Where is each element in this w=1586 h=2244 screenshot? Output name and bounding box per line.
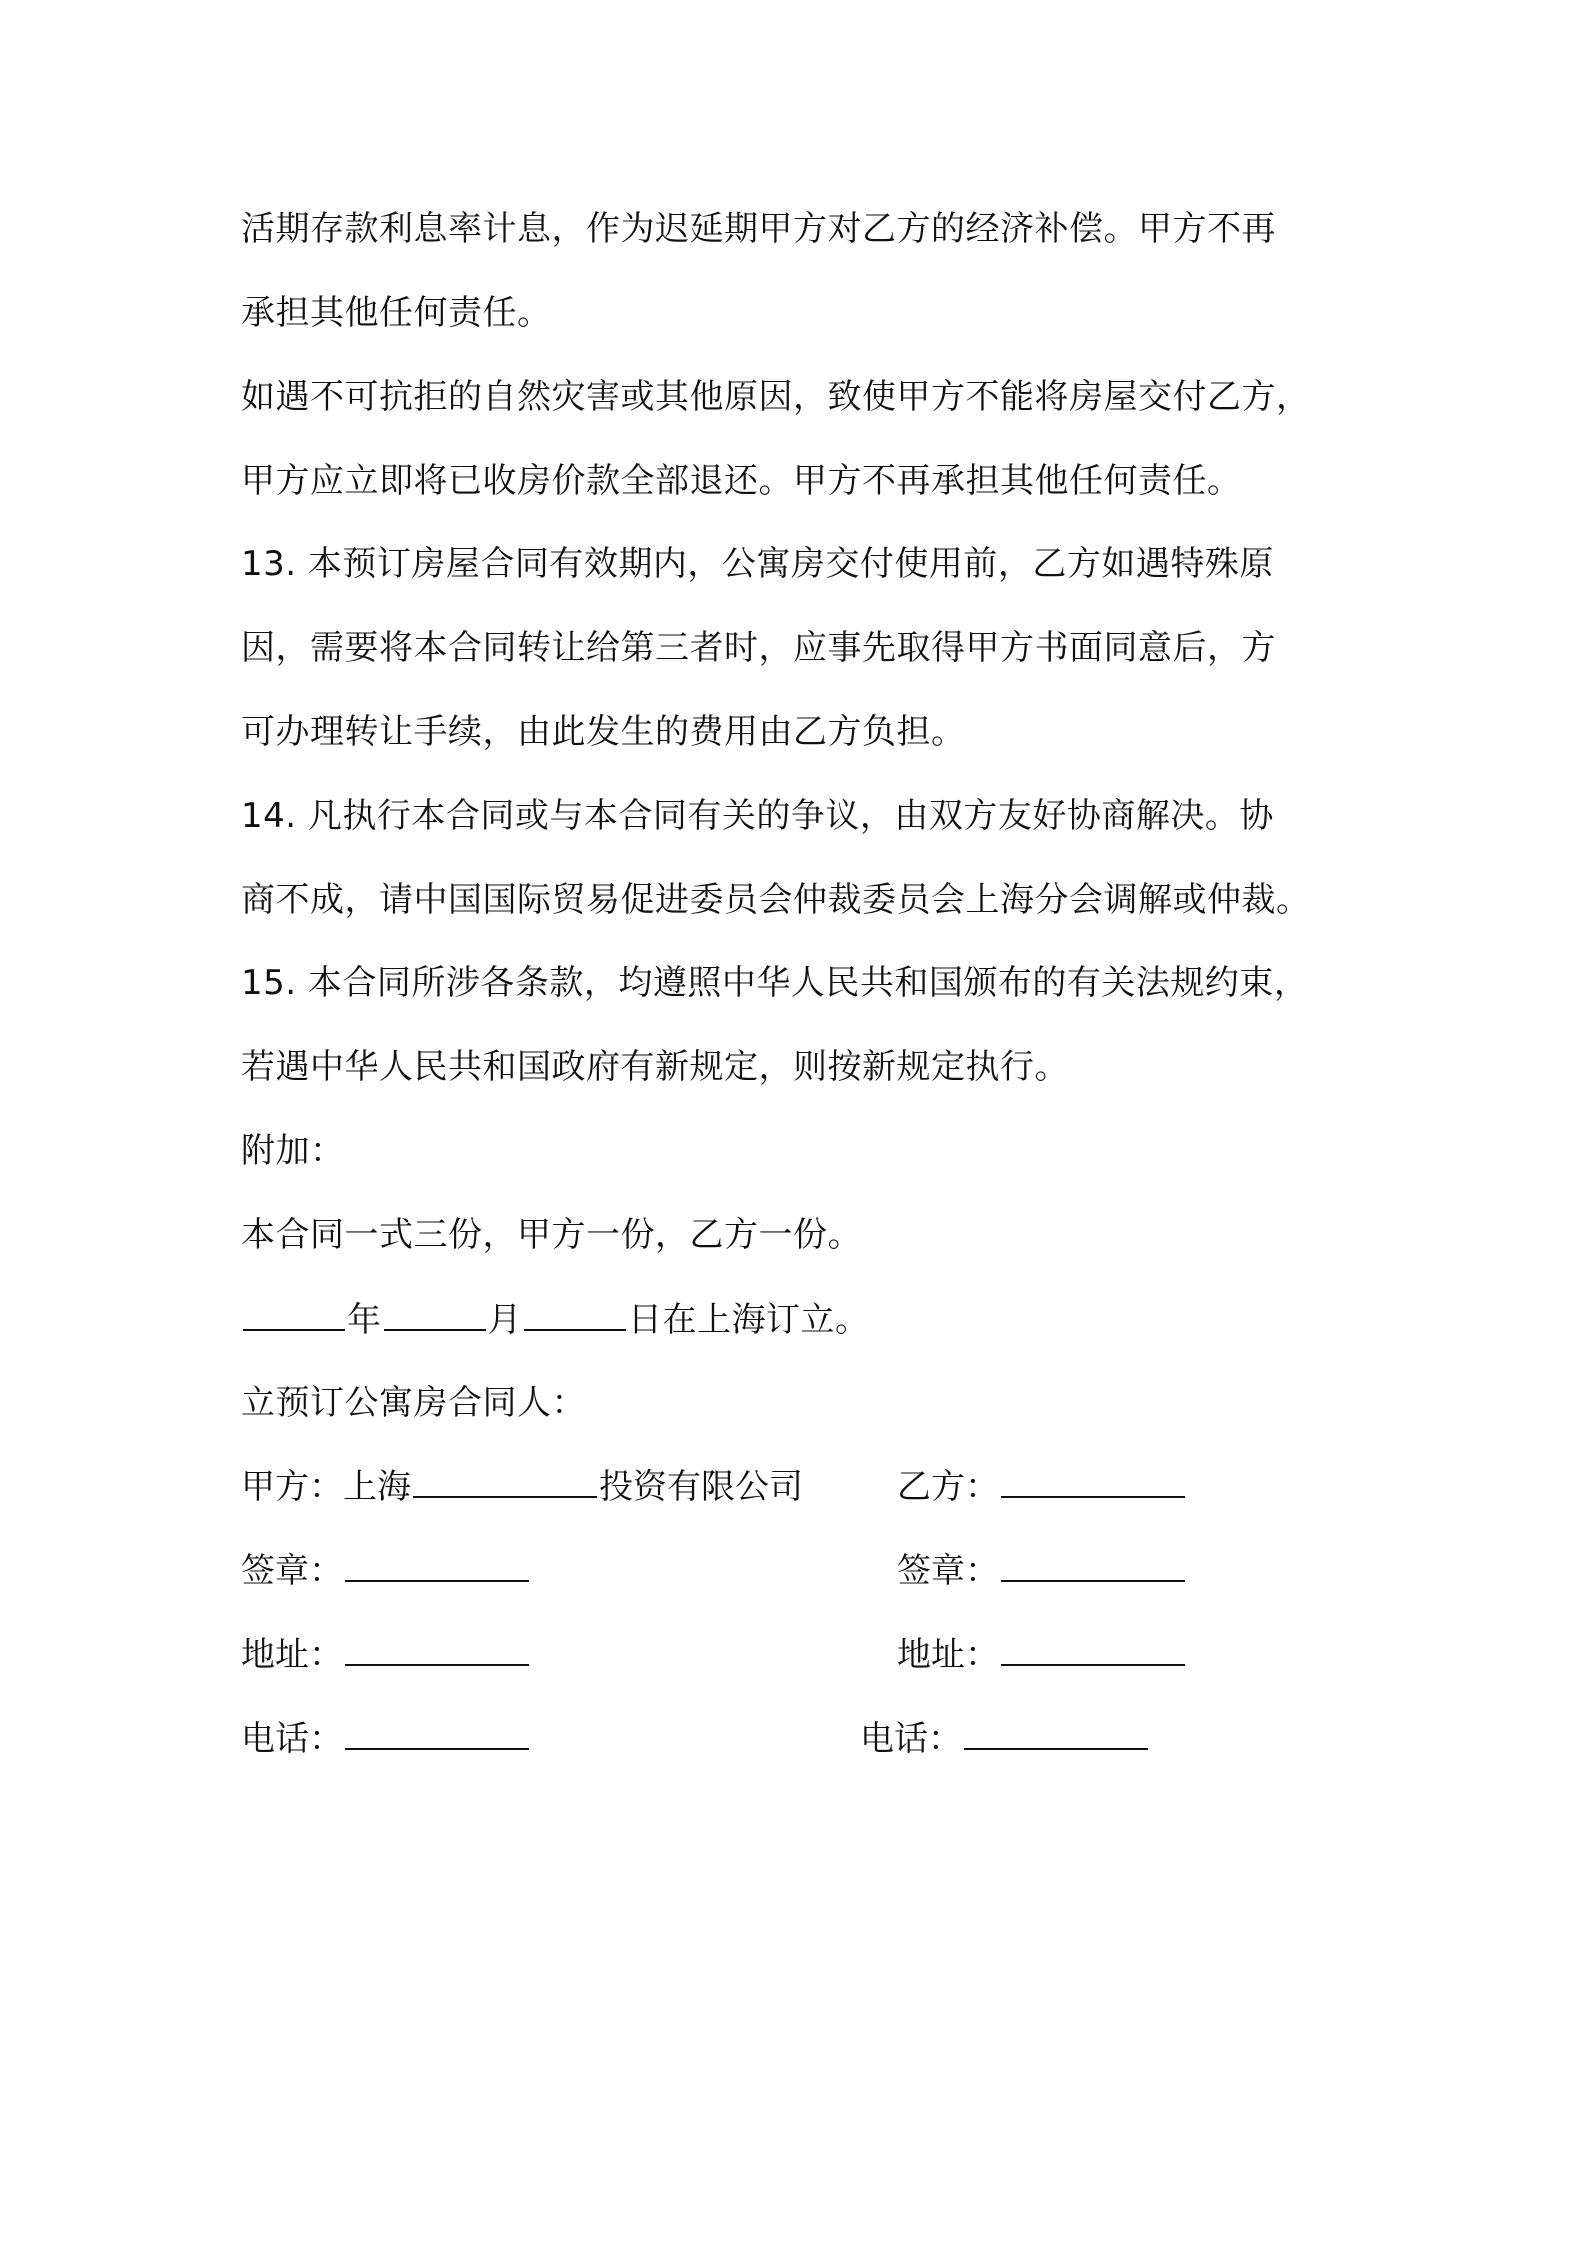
- signature-row-address: [241, 1630, 1341, 1678]
- party-b-name: [897, 1462, 1187, 1511]
- party-a-seal: [241, 1546, 531, 1595]
- clause-15-line-2: 若遇中华人民共和国政府有新规定，则按新规定执行。: [241, 1047, 1069, 1087]
- appendix-heading: 附加：: [241, 1131, 345, 1171]
- date-line: [241, 1295, 870, 1344]
- clause-13-line-2: 因，需要将本合同转让给第三者时，应事先取得甲方书面同意后，方: [241, 628, 1276, 668]
- signature-row-seal: [241, 1546, 1341, 1594]
- month-blank[interactable]: [384, 1295, 486, 1331]
- party-a-suffix: 投资有限公司: [599, 1467, 803, 1507]
- signature-row-party: [241, 1462, 1341, 1510]
- party-b-seal: [897, 1546, 1187, 1595]
- copies-statement: 本合同一式三份，甲方一份，乙方一份。: [241, 1215, 862, 1255]
- clause-14-line-2: 商不成，请中国国际贸易促进委员会仲裁委员会上海分会调解或仲裁。: [241, 880, 1311, 920]
- party-b-phone-label: 电话：: [860, 1719, 962, 1759]
- party-b-seal-label: 签章：: [897, 1551, 999, 1591]
- party-a-seal-blank[interactable]: [345, 1546, 529, 1582]
- party-a-address-blank[interactable]: [345, 1630, 529, 1666]
- clause-13-line-3: 可办理转让手续，由此发生的费用由乙方负担。: [241, 712, 966, 752]
- signature-row-phone: [241, 1714, 1341, 1762]
- party-b-label: 乙方：: [897, 1467, 999, 1507]
- party-b-address: [897, 1630, 1187, 1679]
- day-label: 日在上海订立。: [628, 1300, 870, 1340]
- day-blank[interactable]: [524, 1295, 626, 1331]
- party-a-address-label: 地址：: [241, 1635, 343, 1675]
- party-a-address: [241, 1630, 531, 1679]
- party-b-phone: [860, 1714, 1150, 1763]
- paragraph-line-2: 承担其他任何责任。: [241, 293, 552, 333]
- paragraph-line-3: 如遇不可抗拒的自然灾害或其他原因，致使甲方不能将房屋交付乙方，: [241, 377, 1311, 417]
- party-a-phone-blank[interactable]: [345, 1714, 529, 1750]
- year-label: 年: [347, 1300, 382, 1340]
- clause-13-line-1: 13. 本预订房屋合同有效期内，公寓房交付使用前，乙方如遇特殊原: [241, 544, 1274, 584]
- paragraph-line-4: 甲方应立即将已收房价款全部退还。甲方不再承担其他任何责任。: [241, 461, 1242, 501]
- party-b-phone-blank[interactable]: [964, 1714, 1148, 1750]
- month-label: 月: [487, 1300, 522, 1340]
- party-a-name: [241, 1462, 803, 1511]
- party-b-seal-blank[interactable]: [1001, 1546, 1185, 1582]
- signatories-title: 立预订公寓房合同人：: [241, 1383, 586, 1423]
- paragraph-line-1: 活期存款利息率计息，作为迟延期甲方对乙方的经济补偿。甲方不再: [241, 209, 1276, 249]
- party-b-name-blank[interactable]: [1001, 1462, 1185, 1498]
- party-b-address-label: 地址：: [897, 1635, 999, 1675]
- year-blank[interactable]: [243, 1295, 345, 1331]
- party-a-label: 甲方：上海: [241, 1467, 411, 1507]
- clause-15-line-1: 15. 本合同所涉各条款，均遵照中华人民共和国颁布的有关法规约束，: [241, 963, 1309, 1003]
- party-a-seal-label: 签章：: [241, 1551, 343, 1591]
- party-a-name-blank[interactable]: [413, 1462, 597, 1498]
- party-b-address-blank[interactable]: [1001, 1630, 1185, 1666]
- party-a-phone: [241, 1714, 531, 1763]
- clause-14-line-1: 14. 凡执行本合同或与本合同有关的争议，由双方友好协商解决。协: [241, 796, 1274, 836]
- party-a-phone-label: 电话：: [241, 1719, 343, 1759]
